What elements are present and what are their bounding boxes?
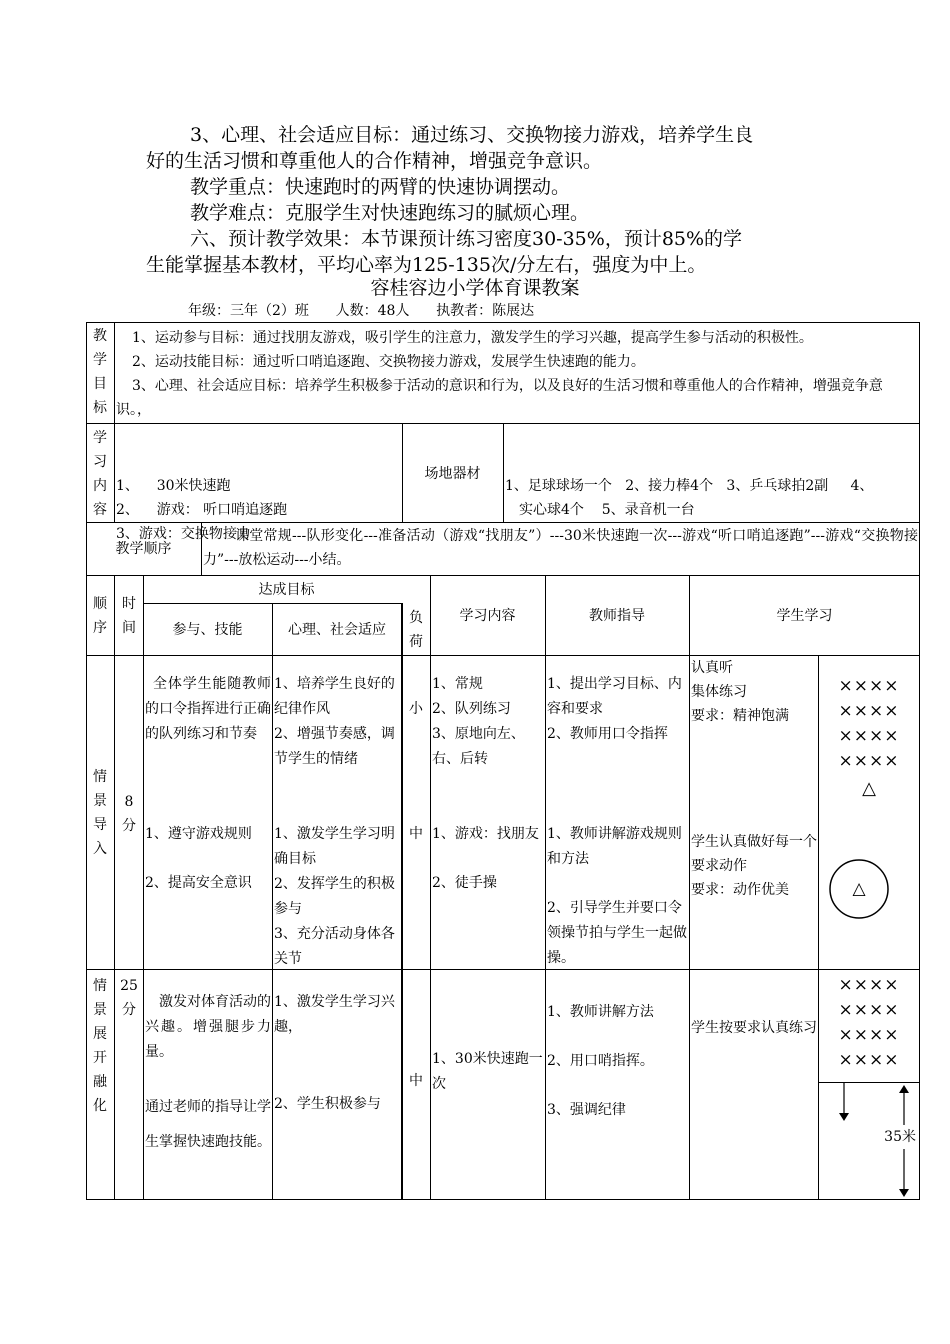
row1-skill-b: 1、遵守游戏规则 2、提高安全意识 [145,826,252,891]
header-learn: 学习内容 [459,608,516,624]
row1-guide-b: 1、教师讲解游戏规则和方法 2、引导学生并要口令领操节拍与学生一起做操。 [547,826,687,966]
row1-psych-b: 1、激发学生学习明确目标 2、发挥学生的积极参与 3、充分活动身体各关节 [274,826,395,967]
row2-learn: 1、30米快速跑一次 [432,1051,543,1092]
row1-formation: ×××× ×××× ×××× ×××× [838,676,900,771]
teacher-triangle-icon: △ [862,778,876,799]
grade: 年级：三年（2）班 [188,303,309,319]
row2-student: 学生按要求认真练习 [691,1020,817,1036]
intro-section [146,122,816,278]
header-load: 负 荷 [409,610,423,650]
row1-time: 8 分 [122,794,136,834]
row2-load: 中 [409,1073,423,1089]
content-label: 学 习 内 容 [93,430,107,518]
run-arrow-icon [838,1083,850,1123]
expected-effect: 生能掌握基本教材，平均心率为125-135次/分左右，强度为中上。 [146,254,707,276]
row1-guide-a: 1、提出学习目标、内容和要求 2、教师用口令指挥 [547,676,682,742]
row2-formation: ×××× ×××× ×××× ×××× [838,975,900,1070]
row2-skill-b: 通过老师的指导让学生掌握快速跑技能。 [145,1099,271,1150]
row2-psych-b: 2、学生积极参与 [274,1096,381,1112]
goal-participation: 1、运动参与目标：通过找朋友游戏，吸引学生的注意力，激发学生的学习兴趣，提高学生参与活动的积极性。 [132,330,813,346]
row1-student-a: 认真听 集体练习 要求：精神饱满 [691,660,789,724]
row1-load-a: 小 [409,701,423,717]
equipment-label: 场地器材 [424,466,481,482]
header-psych: 心理、社会适应 [288,622,386,638]
goals-text [116,326,916,422]
row2-psych-a: 1、激发学生学习兴趣， [274,994,395,1035]
lesson-plan-table [86,322,920,1200]
row2-guide: 1、教师讲解方法 2、用口哨指挥。 3、强调纪律 [547,1004,654,1118]
row1-seq: 情 景 导 入 [93,769,107,857]
row2-seq: 情 景 展 开 融 化 [93,978,107,1114]
header-guide: 教师指导 [589,608,645,624]
distance-label: 35米 [876,1125,916,1149]
row1-learn-b: 1、游戏：找朋友 2、徒手操 [432,826,539,891]
row1-psych-a: 1、培养学生良好的纪律作风 2、增强节奏感，调节学生的情绪 [274,676,395,767]
intro-line: 3、心理、社会适应目标：通过练习、交换物接力游戏，培养学生良 [190,124,754,146]
student-count: 人数：48人 [335,303,410,319]
teaching-difficulty: 教学难点：克服学生对快速跑练习的腻烦心理。 [190,202,590,224]
order-label: 教学顺序 [115,541,172,557]
goals-label: 教 学 目 标 [93,328,107,416]
header-seq: 顺 序 [93,596,107,636]
row1-learn-a: 1、常规 2、队列练习 3、原地向左、右、后转 [432,676,525,767]
circle-triangle-icon: △ [852,879,866,899]
row1-load-b: 中 [409,826,423,842]
expected-effect: 六、预计教学效果：本节课预计练习密度30-35%，预计85%的学 [190,228,743,250]
row2-skill-a: 激发对体育活动的兴趣。增强腿步力量。 [145,994,271,1060]
header-skill: 参与、技能 [172,622,243,638]
header-goal: 达成目标 [258,582,315,598]
order-text: 课堂常规---队形变化---准备活动（游戏“找朋友”）---30米快速跑一次---游戏“听口哨追逐跑”---游戏“交换物接力”---放松运动---小结。 [203,528,918,568]
header-student: 学生学习 [776,608,833,624]
intro-line: 好的生活习惯和尊重他人的合作精神，增强竞争意识。 [146,150,603,172]
goal-psych: 3、心理、社会适应目标：培养学生积极参于活动的意识和行为，以及良好的生活习惯和尊重他人的合作精神，增强竞争意识。， [116,378,883,418]
class-meta [188,300,534,320]
goal-skill: 2、运动技能目标：通过听口哨追逐跑、交换物接力游戏，发展学生快速跑的能力。 [132,354,645,370]
teacher: 执教者：陈展达 [436,303,535,319]
content-list: 1、 30米快速跑 2、 游戏： 听口哨追逐跑 3、游戏：交换物接力 [116,478,288,542]
header-time: 时 间 [122,596,136,636]
teaching-focus: 教学重点：快速跑时的两臂的快速协调摆动。 [190,176,571,198]
row2-time: 25 分 [120,978,138,1018]
page-title: 容桂容边小学体育课教案 [370,277,580,299]
row1-skill-a: 全体学生能随教师的口令指挥进行正确的队列练习和节奏 [145,676,271,742]
row1-student-b: 学生认真做好每一个要求动作 要求：动作优美 [691,834,817,898]
equipment-list: 1、足球球场一个 2、接力棒4个 3、乒乓球拍2副 4、 实心球4个 5、录音机一台 [505,478,874,518]
